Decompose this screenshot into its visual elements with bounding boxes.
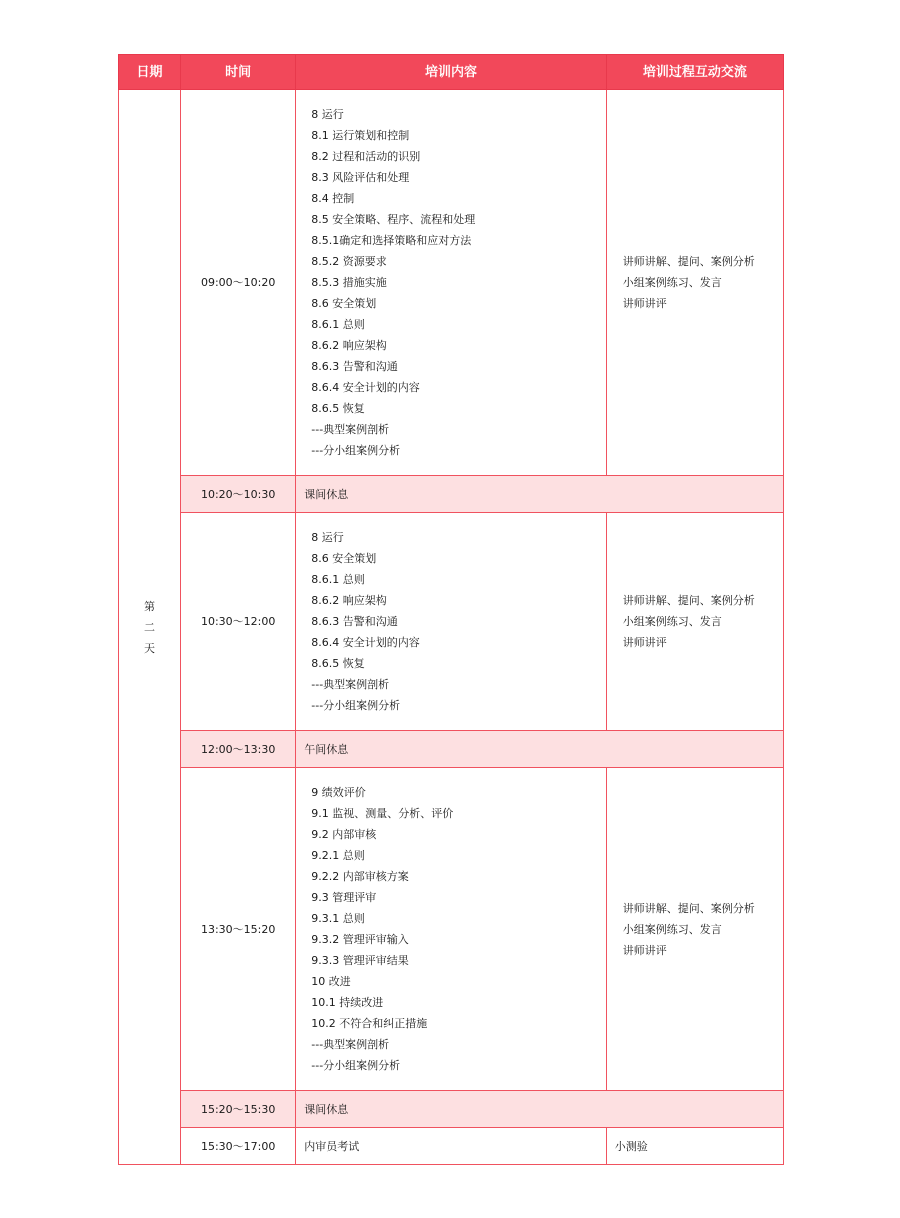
table-row	[119, 90, 784, 476]
line-item: 8.5.3 措施实施	[311, 276, 387, 289]
table-row	[119, 768, 784, 1091]
line-item: 9.3.2 管理评审输入	[311, 933, 409, 946]
line-item: 小组案例练习、发言	[622, 276, 722, 289]
time-cell: 15:20～15:30	[181, 1091, 296, 1128]
line-item: 讲师讲解、提问、案例分析	[622, 901, 755, 915]
line-item: 8.6.4 安全计划的内容	[311, 381, 420, 394]
line-item: 8.2 过程和活动的识别	[311, 150, 421, 163]
day-label-char: 二	[144, 620, 156, 634]
line-item: 9.1 监视、测量、分析、评价	[311, 807, 454, 820]
schedule-body	[119, 90, 784, 1165]
line-item: 8.6.5 恢复	[311, 402, 365, 415]
interaction-cell	[606, 513, 783, 731]
line-item: 9.3.3 管理评审结果	[311, 954, 409, 967]
line-item: 10.1 持续改进	[311, 996, 384, 1009]
line-item: 小组案例练习、发言	[622, 922, 722, 936]
line-item: 8.6.3 告警和沟通	[311, 360, 398, 373]
header-date: 日期	[119, 55, 181, 90]
line-item: 8.1 运行策划和控制	[311, 129, 410, 142]
content-cell	[296, 513, 606, 731]
line-item: 8.6.3 告警和沟通	[311, 615, 398, 628]
line-item: 8.5.1确定和选择策略和应对方法	[311, 234, 472, 247]
interaction-cell	[606, 90, 783, 476]
line-item: 8.4 控制	[311, 192, 355, 205]
line-item: ---分小组案例分析	[311, 444, 401, 457]
line-item: 8 运行	[311, 108, 344, 121]
line-item: ---典型案例剖析	[311, 678, 390, 691]
training-schedule-table	[118, 54, 784, 1165]
day-cell	[119, 90, 181, 1165]
header-content: 培训内容	[296, 55, 606, 90]
content-cell: 内审员考试	[296, 1128, 606, 1165]
line-item: 讲师讲评	[622, 297, 667, 310]
line-item: 8.5.2 资源要求	[311, 255, 387, 268]
break-label: 午间休息	[296, 731, 784, 768]
time-cell: 15:30～17:00	[181, 1128, 296, 1165]
line-item: 8.5 安全策略、程序、流程和处理	[311, 213, 476, 226]
line-item: 讲师讲解、提问、案例分析	[622, 255, 755, 268]
line-item: 8.6.4 安全计划的内容	[311, 636, 420, 649]
line-item: 10 改进	[311, 975, 351, 988]
break-row	[119, 731, 784, 768]
line-item: 9.2.2 内部审核方案	[311, 870, 409, 883]
line-item: ---分小组案例分析	[311, 699, 401, 712]
line-item: 讲师讲评	[622, 636, 667, 649]
line-item: 10.2 不符合和纠正措施	[311, 1017, 428, 1030]
line-item: 8.6 安全策划	[311, 297, 377, 310]
day-label-char: 第	[144, 599, 156, 613]
time-cell: 10:20～10:30	[181, 476, 296, 513]
time-cell: 13:30～15:20	[181, 768, 296, 1091]
break-label: 课间休息	[296, 1091, 784, 1128]
content-cell	[296, 90, 606, 476]
time-cell: 10:30～12:00	[181, 513, 296, 731]
line-item: 讲师讲评	[622, 943, 667, 957]
interaction-cell	[606, 768, 783, 1091]
line-item: 8.3 风险评估和处理	[311, 171, 410, 184]
line-item: 8.6.5 恢复	[311, 657, 365, 670]
line-item: 9.2 内部审核	[311, 828, 377, 841]
line-item: 9 绩效评价	[311, 786, 366, 799]
line-item: 9.3.1 总则	[311, 912, 365, 925]
table-row	[119, 513, 784, 731]
line-item: 8.6.1 总则	[311, 318, 365, 331]
line-item: ---典型案例剖析	[311, 423, 390, 436]
time-cell: 12:00～13:30	[181, 731, 296, 768]
header-time: 时间	[181, 55, 296, 90]
line-item: ---典型案例剖析	[311, 1038, 390, 1051]
line-item: 8 运行	[311, 531, 344, 544]
break-row	[119, 476, 784, 513]
table-header-row	[119, 55, 784, 90]
break-label: 课间休息	[296, 476, 784, 513]
line-item: 8.6.1 总则	[311, 573, 365, 586]
line-item: 讲师讲解、提问、案例分析	[622, 594, 755, 607]
header-interaction: 培训过程互动交流	[606, 55, 783, 90]
line-item: 8.6 安全策划	[311, 552, 377, 565]
line-item: 8.6.2 响应架构	[311, 594, 387, 607]
content-cell	[296, 768, 606, 1091]
line-item: ---分小组案例分析	[311, 1059, 401, 1072]
break-row	[119, 1091, 784, 1128]
line-item: 小组案例练习、发言	[622, 615, 722, 628]
table-row	[119, 1128, 784, 1165]
line-item: 9.3 管理评审	[311, 891, 377, 904]
day-label-char: 天	[144, 641, 156, 655]
time-cell: 09:00～10:20	[181, 90, 296, 476]
line-item: 9.2.1 总则	[311, 849, 365, 862]
interaction-cell: 小测验	[606, 1128, 783, 1165]
line-item: 8.6.2 响应架构	[311, 339, 387, 352]
